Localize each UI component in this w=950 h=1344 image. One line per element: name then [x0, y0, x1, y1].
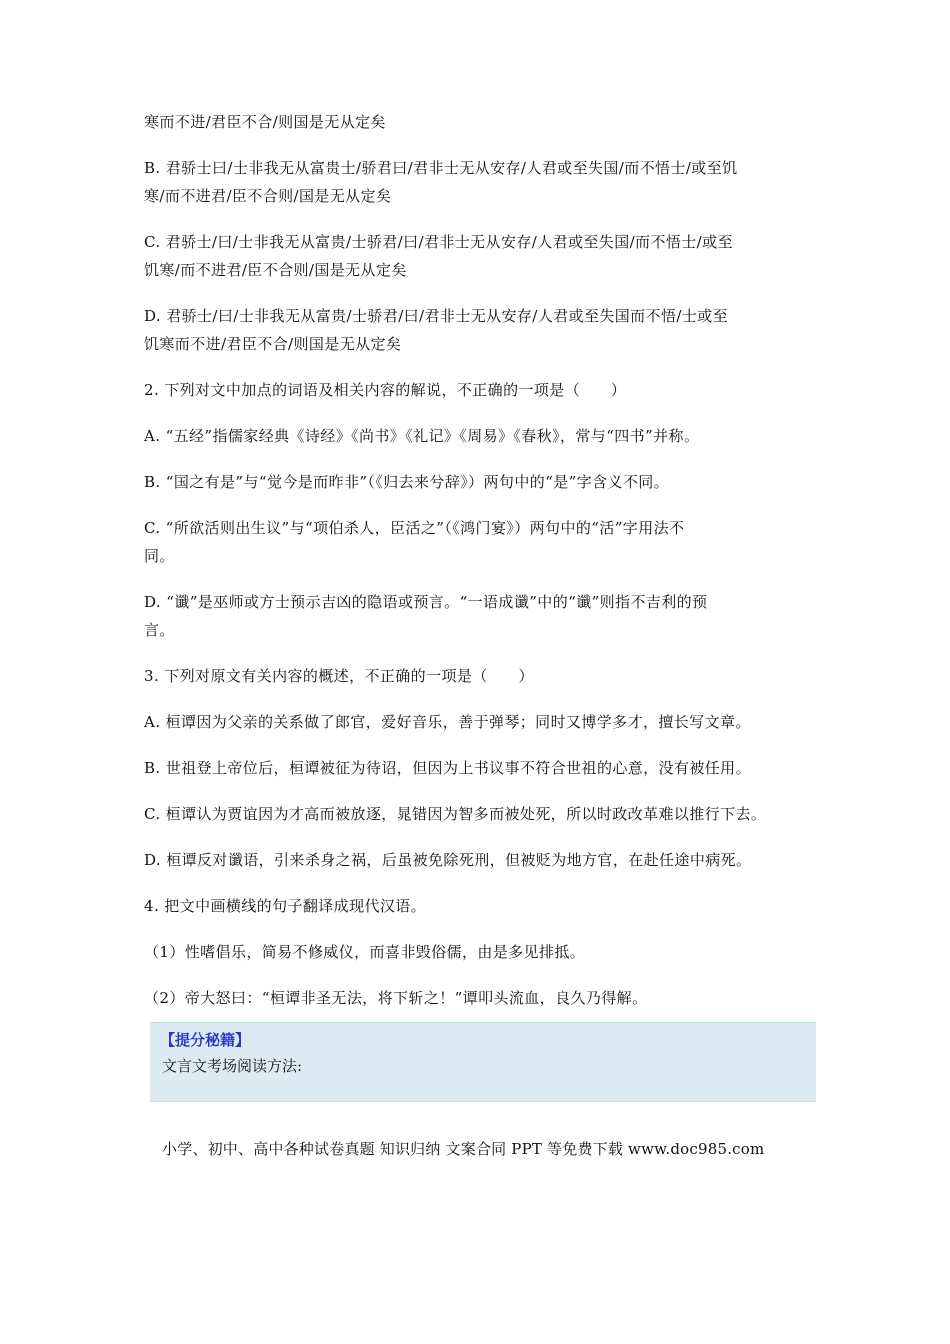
- text-line: 饥寒而不进/君臣不合/则国是无从定矣: [144, 335, 402, 353]
- text-line: D. 桓谭反对谶语，引来杀身之祸，后虽被免除死刑，但被贬为地方官，在赴任途中病死。: [144, 851, 752, 869]
- question-2-option-d: [144, 588, 820, 644]
- question-2-option-c: [144, 514, 820, 570]
- text-line: 3. 下列对原文有关内容的概述，不正确的一项是（ ）: [144, 667, 534, 685]
- tip-title: 【提分秘籍】: [160, 1031, 251, 1049]
- text-line: 4. 把文中画横线的句子翻译成现代汉语。: [144, 897, 427, 915]
- question-3-option-b: [144, 754, 820, 782]
- question-2-stem: [144, 376, 820, 404]
- text-line: 同。: [144, 547, 175, 565]
- text-line: 饥寒/而不进君/臣不合则/国是无从定矣: [144, 261, 407, 279]
- question-4-item-2: [144, 984, 820, 1012]
- page-footer: 小学、初中、高中各种试卷真题 知识归纳 文案合同 PPT 等免费下载 www.doc985.com: [162, 1140, 765, 1158]
- question-3-option-c: [144, 800, 820, 828]
- paragraph-option-d: [144, 302, 820, 358]
- text-line: 寒而不进/君臣不合/则国是无从定矣: [144, 113, 386, 131]
- text-line: 寒/而不进君/臣不合则/国是无从定矣: [144, 187, 392, 205]
- paragraph-option-a-tail: [144, 108, 820, 136]
- text-line: 言。: [144, 621, 175, 639]
- question-2-option-b: [144, 468, 820, 496]
- text-line: C. 君骄士/曰/士非我无从富贵/士骄君/曰/君非士无从安存/人君或至失国/而不悟士/或至: [144, 233, 733, 251]
- question-3-option-a: [144, 708, 820, 736]
- document-body: [144, 108, 820, 1030]
- text-line: B. 君骄士曰/士非我无从富贵士/骄君曰/君非士无从安存/人君或至失国/而不悟士/或至饥: [144, 159, 738, 177]
- paragraph-option-b: [144, 154, 820, 210]
- tip-box: [150, 1022, 816, 1102]
- text-line: B. “国之有是”与“觉今是而昨非”（《归去来兮辞》）两句中的“是”字含义不同。: [144, 473, 670, 491]
- text-line: 2. 下列对文中加点的词语及相关内容的解说，不正确的一项是（ ）: [144, 381, 627, 399]
- text-line: A. 桓谭因为父亲的关系做了郎官，爱好音乐，善于弹琴；同时又博学多才，擅长写文章。: [144, 713, 751, 731]
- text-line: D. “谶”是巫师或方士预示吉凶的隐语或预言。“一语成谶”中的“谶”则指不吉利的预: [144, 593, 708, 611]
- text-line: （1）性嗜倡乐，简易不修威仪，而喜非毁俗儒，由是多见排抵。: [144, 943, 586, 961]
- text-line: B. 世祖登上帝位后，桓谭被征为待诏，但因为上书议事不符合世祖的心意，没有被任用。: [144, 759, 751, 777]
- text-line: （2）帝大怒曰：“桓谭非圣无法，将下斩之！”谭叩头流血，良久乃得解。: [144, 989, 648, 1007]
- text-line: A. “五经”指儒家经典《诗经》《尚书》《礼记》《周易》《春秋》，常与“四书”并称。: [144, 427, 700, 445]
- question-3-option-d: [144, 846, 820, 874]
- question-4-stem: [144, 892, 820, 920]
- text-line: C. “所欲活则出生议”与“项伯杀人，臣活之”（《鸿门宴》）两句中的“活”字用法不: [144, 519, 685, 537]
- question-3-stem: [144, 662, 820, 690]
- text-line: D. 君骄士/曰/士非我无从富贵/士骄君/曰/君非士无从安存/人君或至失国而不悟/士或至: [144, 307, 729, 325]
- question-2-option-a: [144, 422, 820, 450]
- tip-body: 文言文考场阅读方法:: [162, 1057, 303, 1075]
- text-line: C. 桓谭认为贾谊因为才高而被放逐，晁错因为智多而被处死，所以时政改革难以推行下去。: [144, 805, 767, 823]
- paragraph-option-c: [144, 228, 820, 284]
- question-4-item-1: [144, 938, 820, 966]
